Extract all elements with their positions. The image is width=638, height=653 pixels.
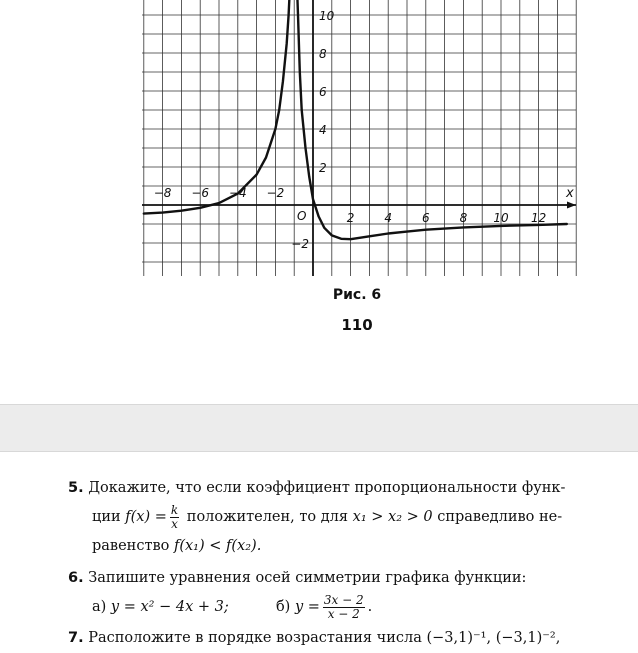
x-tick-label: −2: [266, 186, 285, 200]
fraction-numerator: k: [170, 502, 179, 517]
problem-5-inequality: f(x₁) < f(x₂).: [173, 538, 262, 554]
y-tick-label: 10: [319, 9, 335, 23]
function-graph: [0, 0, 638, 300]
problem-5-text-2c: справедливо не-: [437, 509, 563, 525]
problem-6-a-equation: y = x² − 4x + 3;: [110, 599, 229, 615]
problem-6-b-end: .: [367, 599, 373, 615]
x-tick-label: −6: [191, 186, 210, 200]
problem-7-number: 7.: [68, 630, 84, 646]
problem-6-b-equation: y =: [294, 599, 320, 615]
problem-6-b-label: б): [275, 599, 291, 615]
problem-5-line-2: [68, 503, 613, 532]
origin-label: O: [297, 209, 307, 223]
x-tick-label: 10: [493, 211, 509, 225]
x-tick-label: 6: [421, 211, 430, 225]
y-tick-label: 4: [319, 123, 327, 137]
graph-curves: [144, 0, 567, 239]
problem-6-text-1: Запишите уравнения осей симметрии графика функции:: [88, 570, 527, 586]
y-tick-label: −2: [291, 237, 309, 251]
axes: [142, 0, 576, 276]
problem-7: [68, 624, 613, 653]
fraction-denominator: x: [171, 516, 178, 531]
figure-caption: Рис. 6: [332, 287, 382, 303]
y-tick-label: 2: [319, 161, 327, 175]
x-tick-label: −4: [228, 186, 247, 200]
graph-curve-1: [144, 0, 291, 214]
problem-7-line-1: [68, 624, 613, 653]
problem-5-text-2a: ции: [92, 509, 121, 525]
problem-5-text-2b: положителен, то для: [186, 509, 349, 525]
problem-5-line-1: [68, 474, 613, 503]
problem-5-number: 5.: [68, 480, 84, 496]
y-tick-label: 6: [319, 85, 327, 99]
problem-5-text-1: Докажите, что если коэффициент пропорциональности функ-: [88, 480, 566, 496]
problem-5: [68, 474, 613, 561]
problem-5-fx: f(x) =: [125, 509, 167, 525]
problem-6-line-2: [68, 593, 613, 622]
x-tick-label: −8: [153, 186, 172, 200]
problem-6: [68, 564, 613, 622]
grid-lines: [142, 0, 576, 276]
graph-curve-2: [297, 0, 567, 239]
fraction-b-numerator: 3x − 2: [323, 592, 364, 607]
problem-7-text-1: Расположите в порядке возрастания числа (−3,1)⁻¹, (−3,1)⁻²,: [88, 630, 561, 646]
y-tick-label: 8: [319, 47, 327, 61]
page-number: 110: [341, 316, 373, 334]
x-tick-label: 8: [459, 211, 468, 225]
x-tick-label: 12: [530, 211, 547, 225]
problem-6-number: 6.: [68, 570, 84, 586]
x-tick-label: 2: [346, 211, 355, 225]
page-separator: [0, 404, 638, 452]
fraction-b-denominator: x − 2: [327, 606, 360, 621]
tick-labels: [154, 9, 574, 251]
problem-5-line-3: [68, 532, 613, 561]
problem-6-line-1: [68, 564, 613, 593]
x-axis-label: x: [566, 186, 574, 201]
problem-5-text-3a: равенство: [92, 538, 170, 554]
x-axis-arrow: [567, 202, 576, 209]
problem-5-condition: x₁ > x₂ > 0: [352, 509, 433, 525]
x-tick-label: 4: [384, 211, 393, 225]
fraction-k-over-x: [170, 504, 179, 531]
fraction-b: [323, 594, 365, 621]
problem-6-a-label: а): [92, 599, 107, 615]
